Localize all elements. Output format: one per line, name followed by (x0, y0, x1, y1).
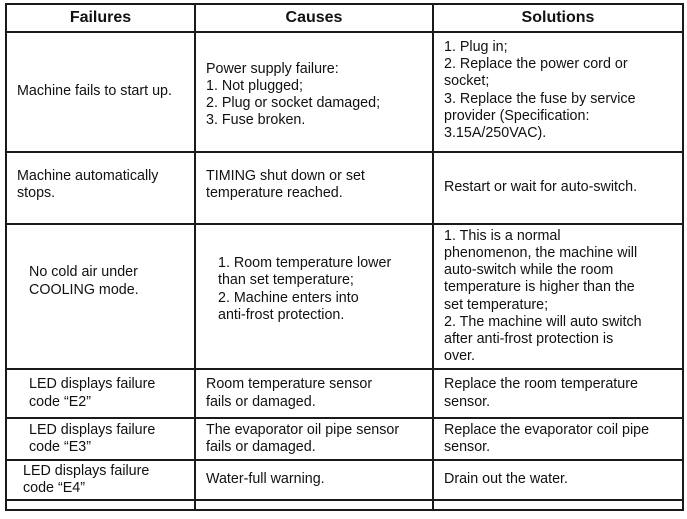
header-causes: Causes (195, 4, 433, 32)
failure-cell: Machine fails to start up. (6, 32, 195, 152)
cause-cell: Water-full warning. (195, 460, 433, 500)
cause-cell: Power supply failure: 1. Not plugged; 2. Plug or socket damaged; 3. Fuse broken. (195, 32, 433, 152)
table-row (6, 369, 683, 418)
header-row (6, 4, 683, 32)
failure-cell: Machine automatically stops. (6, 152, 195, 224)
solution-cell: Replace the evaporator coil pipe sensor. (433, 418, 683, 460)
header-failures: Failures (6, 4, 195, 32)
table-row (6, 460, 683, 500)
failure-cell: LED displays failure code “E3” (6, 418, 195, 460)
cause-cell: Room temperature sensor fails or damaged. (195, 369, 433, 418)
solution-cell: 1. Plug in; 2. Replace the power cord or socket; 3. Replace the fuse by service provider (Specification: 3.15A/250VAC). (433, 32, 683, 152)
cause-cell: The evaporator oil pipe sensor fails or damaged. (195, 418, 433, 460)
cause-cell: TIMING shut down or set temperature reached. (195, 152, 433, 224)
troubleshooting-table (5, 3, 684, 511)
empty-cell (195, 500, 433, 510)
solution-cell: Drain out the water. (433, 460, 683, 500)
table-row-partial (6, 500, 683, 510)
empty-cell (433, 500, 683, 510)
table-row (6, 224, 683, 369)
failure-cell: No cold air under COOLING mode. (6, 224, 195, 369)
table-row (6, 32, 683, 152)
header-solutions: Solutions (433, 4, 683, 32)
solution-cell: Replace the room temperature sensor. (433, 369, 683, 418)
table-row (6, 418, 683, 460)
table-row (6, 152, 683, 224)
failure-cell: LED displays failure code “E4” (6, 460, 195, 500)
solution-cell: Restart or wait for auto-switch. (433, 152, 683, 224)
solution-cell: 1. This is a normal phenomenon, the machine will auto-switch while the room temperature is higher than the set temperature; 2. The machine will auto switch after anti-frost protection is over. (433, 224, 683, 369)
cause-cell: 1. Room temperature lower than set temperature; 2. Machine enters into anti-frost protection. (195, 224, 433, 369)
failure-cell: LED displays failure code “E2” (6, 369, 195, 418)
empty-cell (6, 500, 195, 510)
